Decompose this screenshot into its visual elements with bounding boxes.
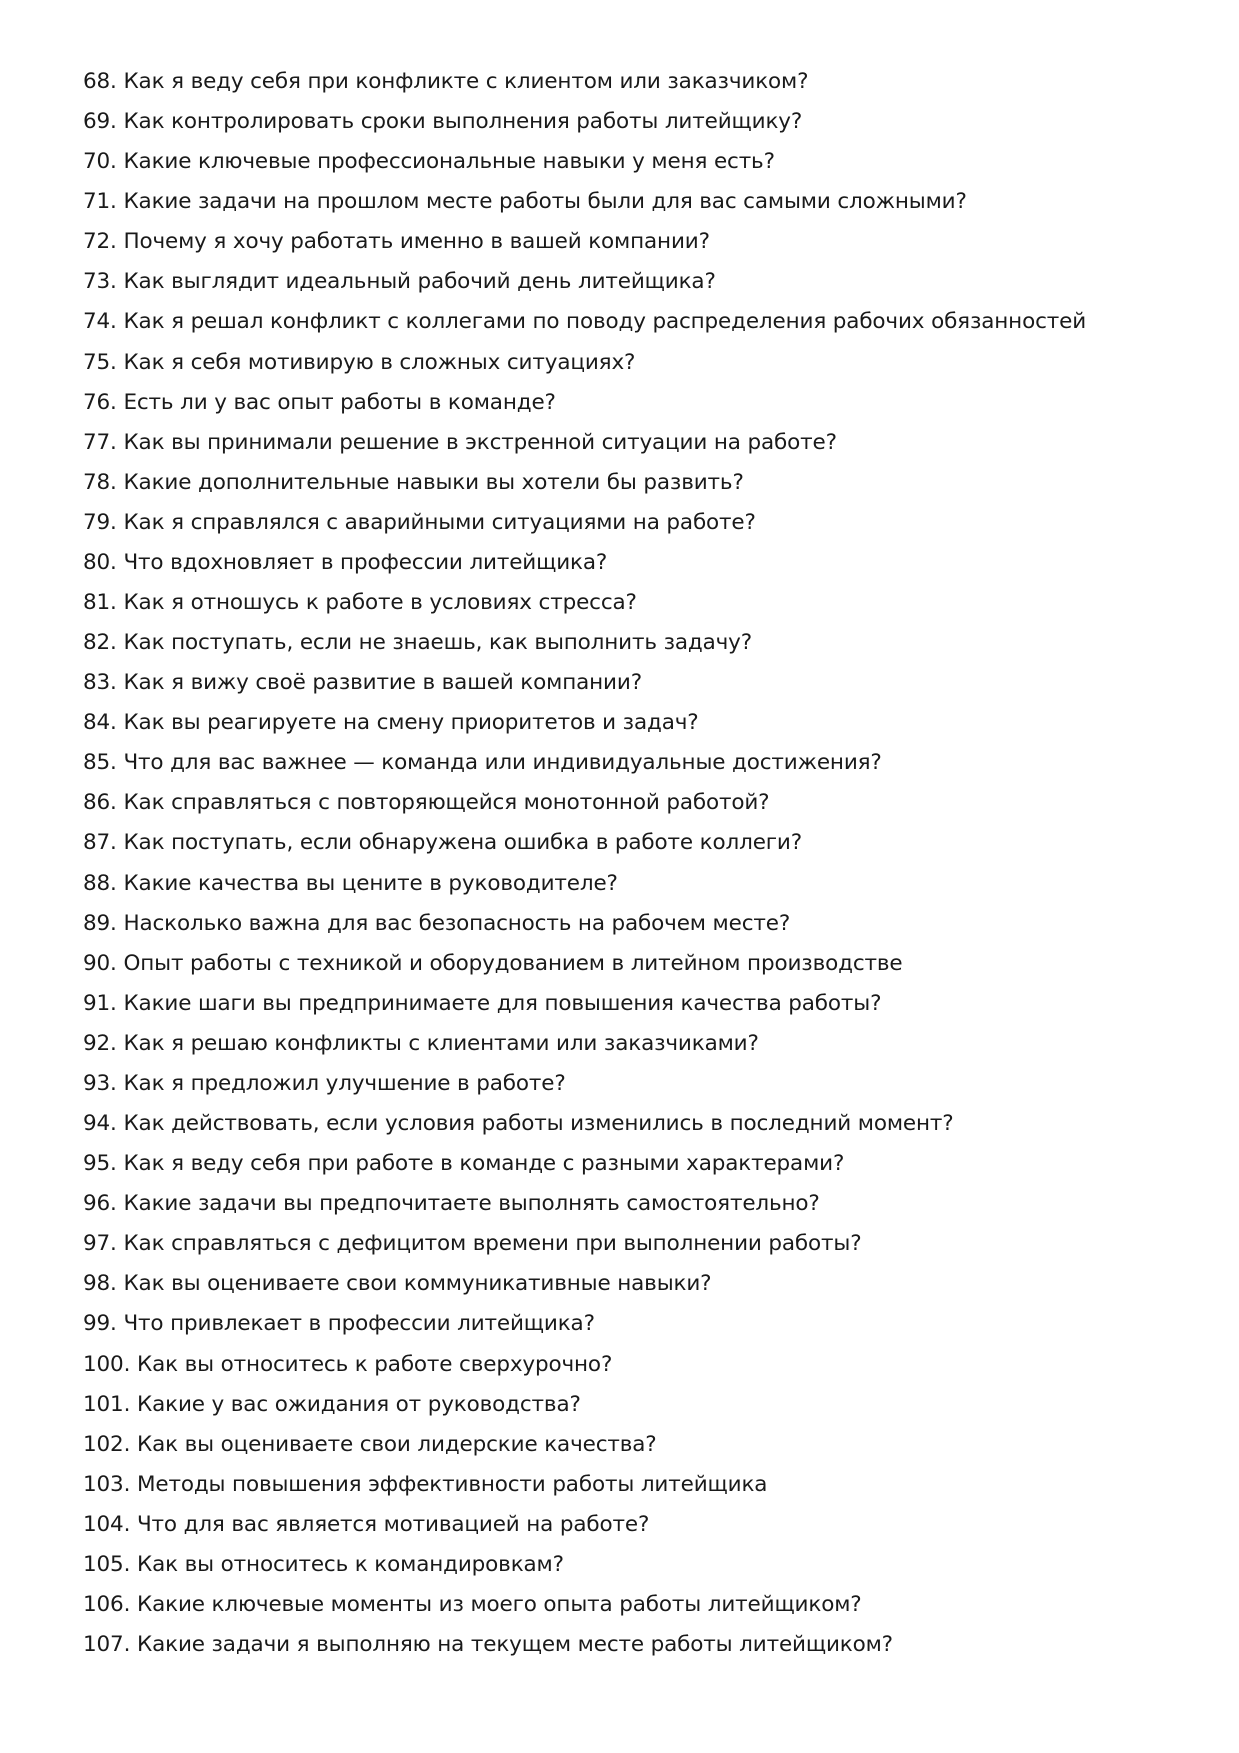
item-text: Какие у вас ожидания от руководства? [136, 1391, 581, 1417]
list-item [83, 62, 1203, 102]
list-item [83, 142, 1203, 182]
list-item [83, 423, 1203, 463]
item-text: Какие шаги вы предпринимаете для повышения качества работы? [123, 990, 882, 1016]
list-item [83, 222, 1203, 262]
item-text: Как я предложил улучшение в работе? [123, 1070, 566, 1096]
list-item [83, 904, 1203, 944]
item-number: 69. [83, 109, 117, 135]
item-text: Какие ключевые моменты из моего опыта работы литейщиком? [136, 1591, 862, 1617]
list-item [83, 1024, 1203, 1064]
item-number: 76. [83, 389, 117, 415]
item-number: 95. [83, 1151, 117, 1177]
list-item [83, 343, 1203, 383]
item-number: 106. [83, 1591, 131, 1617]
item-number: 72. [83, 229, 117, 255]
item-number: 75. [83, 349, 117, 375]
item-number: 86. [83, 790, 117, 816]
item-text: Как я себя мотивирую в сложных ситуациях? [123, 349, 636, 375]
item-text: Какие качества вы цените в руководителе? [123, 870, 618, 896]
document-page [83, 62, 1203, 1665]
item-text: Что вдохновляет в профессии литейщика? [123, 549, 608, 575]
item-number: 105. [83, 1551, 131, 1577]
item-text: Как я решаю конфликты с клиентами или заказчиками? [123, 1030, 759, 1056]
item-number: 78. [83, 469, 117, 495]
list-item [83, 864, 1203, 904]
item-number: 70. [83, 149, 117, 175]
list-item [83, 1585, 1203, 1625]
item-text: Как вы принимали решение в экстренной ситуации на работе? [123, 429, 837, 455]
list-item [83, 1264, 1203, 1304]
item-text: Как вы относитесь к командировкам? [136, 1551, 564, 1577]
item-number: 107. [83, 1632, 131, 1658]
item-text: Как действовать, если условия работы изменились в последний момент? [123, 1111, 954, 1137]
item-number: 91. [83, 990, 117, 1016]
item-number: 102. [83, 1431, 131, 1457]
item-number: 100. [83, 1351, 131, 1377]
list-item [83, 703, 1203, 743]
item-number: 96. [83, 1191, 117, 1217]
list-item [83, 823, 1203, 863]
item-number: 101. [83, 1391, 131, 1417]
item-number: 74. [83, 309, 117, 335]
item-text: Есть ли у вас опыт работы в команде? [123, 389, 556, 415]
list-item [83, 1304, 1203, 1344]
item-number: 99. [83, 1311, 117, 1337]
item-number: 83. [83, 670, 117, 696]
item-number: 88. [83, 870, 117, 896]
item-number: 79. [83, 509, 117, 535]
item-number: 71. [83, 189, 117, 215]
item-number: 98. [83, 1271, 117, 1297]
list-item [83, 463, 1203, 503]
item-number: 103. [83, 1471, 131, 1497]
list-item [83, 1184, 1203, 1224]
item-text: Опыт работы с техникой и оборудованием в литейном производстве [123, 950, 903, 976]
item-number: 94. [83, 1111, 117, 1137]
item-text: Какие дополнительные навыки вы хотели бы развить? [123, 469, 744, 495]
item-text: Как я справлялся с аварийными ситуациями на работе? [123, 509, 756, 535]
list-item [83, 1144, 1203, 1184]
list-item [83, 1425, 1203, 1465]
item-text: Как вы оцениваете свои коммуникативные навыки? [123, 1271, 712, 1297]
list-item [83, 1104, 1203, 1144]
item-number: 87. [83, 830, 117, 856]
list-item [83, 182, 1203, 222]
item-number: 82. [83, 630, 117, 656]
item-text: Как вы реагируете на смену приоритетов и задач? [123, 710, 699, 736]
list-item [83, 743, 1203, 783]
item-number: 104. [83, 1511, 131, 1537]
item-number: 90. [83, 950, 117, 976]
item-number: 77. [83, 429, 117, 455]
item-text: Как контролировать сроки выполнения работы литейщику? [123, 109, 803, 135]
list-item [83, 383, 1203, 423]
item-text: Как справляться с повторяющейся монотонной работой? [123, 790, 770, 816]
item-text: Насколько важна для вас безопасность на рабочем месте? [123, 910, 791, 936]
list-item [83, 1064, 1203, 1104]
item-text: Что привлекает в профессии литейщика? [123, 1311, 595, 1337]
item-text: Что для вас является мотивацией на работе? [136, 1511, 650, 1537]
list-item [83, 503, 1203, 543]
list-item [83, 1545, 1203, 1585]
item-number: 68. [83, 69, 117, 94]
item-number: 81. [83, 590, 117, 616]
item-text: Как поступать, если не знаешь, как выполнить задачу? [123, 630, 753, 656]
list-item [83, 543, 1203, 583]
item-text: Как вы оцениваете свои лидерские качества? [136, 1431, 657, 1457]
item-text: Какие задачи на прошлом месте работы были для вас самыми сложными? [123, 189, 967, 215]
list-item [83, 1465, 1203, 1505]
item-text: Как я веду себя при конфликте с клиентом или заказчиком? [123, 69, 809, 94]
question-list [83, 62, 1203, 1665]
item-number: 85. [83, 750, 117, 776]
item-text: Какие задачи я выполняю на текущем месте работы литейщиком? [136, 1632, 893, 1658]
item-number: 80. [83, 549, 117, 575]
list-item [83, 944, 1203, 984]
item-number: 89. [83, 910, 117, 936]
list-item [83, 102, 1203, 142]
list-item [83, 262, 1203, 302]
list-item [83, 984, 1203, 1024]
list-item [83, 583, 1203, 623]
item-text: Методы повышения эффективности работы литейщика [136, 1471, 768, 1497]
list-item [83, 783, 1203, 823]
list-item [83, 302, 1203, 342]
item-number: 97. [83, 1231, 117, 1257]
list-item [83, 1625, 1203, 1665]
item-number: 73. [83, 269, 117, 295]
item-text: Как я отношусь к работе в условиях стресса? [123, 590, 637, 616]
item-number: 84. [83, 710, 117, 736]
list-item [83, 663, 1203, 703]
list-item [83, 1385, 1203, 1425]
list-item [83, 1505, 1203, 1545]
item-text: Как вы относитесь к работе сверхурочно? [136, 1351, 613, 1377]
item-text: Почему я хочу работать именно в вашей компании? [123, 229, 710, 255]
item-text: Как справляться с дефицитом времени при выполнении работы? [123, 1231, 862, 1257]
item-text: Как выглядит идеальный рабочий день литейщика? [123, 269, 716, 295]
item-text: Что для вас важнее — команда или индивидуальные достижения? [123, 750, 882, 776]
item-number: 92. [83, 1030, 117, 1056]
item-text: Как я вижу своё развитие в вашей компании? [123, 670, 642, 696]
item-text: Как я веду себя при работе в команде с разными характерами? [123, 1151, 845, 1177]
item-text: Какие ключевые профессиональные навыки у меня есть? [123, 149, 775, 175]
list-item [83, 623, 1203, 663]
item-text: Какие задачи вы предпочитаете выполнять самостоятельно? [123, 1191, 820, 1217]
item-text: Как я решал конфликт с коллегами по поводу распределения рабочих обязанностей [123, 309, 1087, 335]
list-item [83, 1345, 1203, 1385]
item-number: 93. [83, 1070, 117, 1096]
list-item [83, 1224, 1203, 1264]
item-text: Как поступать, если обнаружена ошибка в работе коллеги? [123, 830, 803, 856]
